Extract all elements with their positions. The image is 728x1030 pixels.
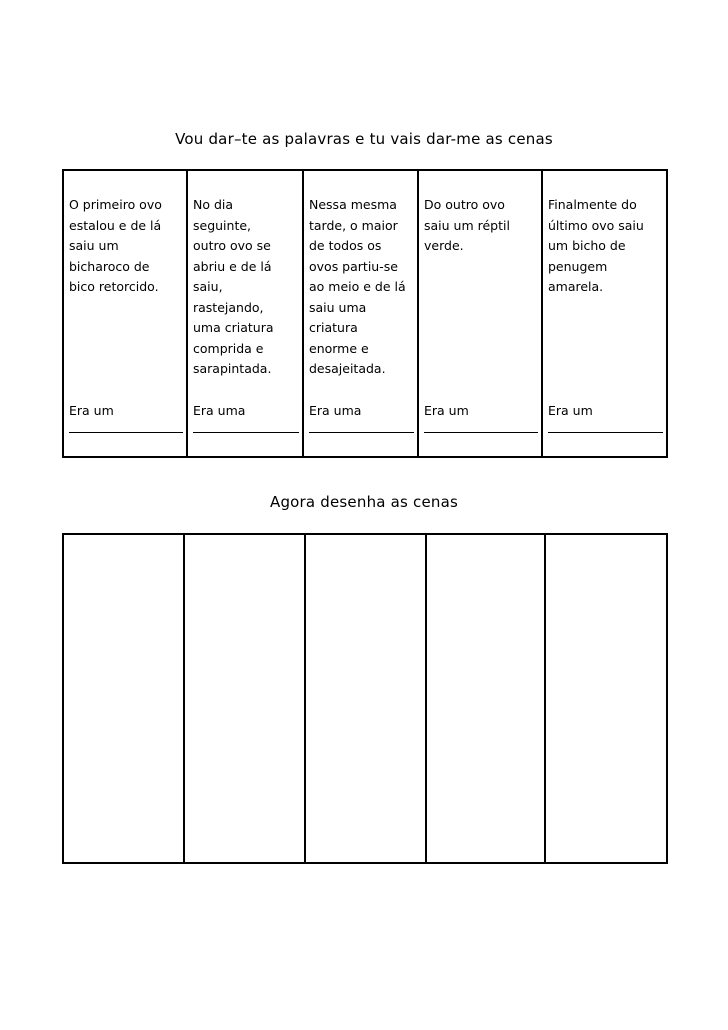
story-cell-1 xyxy=(63,170,187,457)
story-text-2: No dia seguinte, outro ovo se abriu e de lá saiu, rastejando, uma criatura comprida e sarapintada. xyxy=(193,197,274,376)
era-label-1: Era um xyxy=(69,403,114,418)
drawing-table xyxy=(62,533,668,864)
answer-line-2[interactable] xyxy=(193,432,299,433)
story-cell-3 xyxy=(303,170,418,457)
era-label-2: Era uma xyxy=(193,403,246,418)
era-label-5: Era um xyxy=(548,403,593,418)
story-text-4: Do outro ovo saiu um réptil verde. xyxy=(424,197,510,253)
story-text-1: O primeiro ovo estalou e de lá saiu um bicharoco de bico retorcido. xyxy=(69,197,162,294)
drawing-box-3[interactable] xyxy=(305,534,426,863)
story-text-3: Nessa mesma tarde, o maior de todos os ovos partiu-se ao meio e de lá saiu uma criatura enorme e desajeitada. xyxy=(309,197,406,376)
answer-line-3[interactable] xyxy=(309,432,414,433)
drawing-box-2[interactable] xyxy=(184,534,305,863)
drawing-box-1[interactable] xyxy=(63,534,184,863)
era-label-3: Era uma xyxy=(309,403,362,418)
answer-line-4[interactable] xyxy=(424,432,538,433)
drawing-box-4[interactable] xyxy=(426,534,545,863)
answer-line-5[interactable] xyxy=(548,432,663,433)
page-title: Vou dar–te as palavras e tu vais dar-me as cenas xyxy=(175,130,553,148)
story-text-5: Finalmente do último ovo saiu um bicho de penugem amarela. xyxy=(548,197,644,294)
story-cell-2 xyxy=(187,170,303,457)
story-table xyxy=(62,169,668,458)
story-cell-5 xyxy=(542,170,667,457)
draw-title: Agora desenha as cenas xyxy=(269,493,459,511)
era-label-4: Era um xyxy=(424,403,469,418)
story-cell-4 xyxy=(418,170,542,457)
drawing-box-5[interactable] xyxy=(545,534,667,863)
answer-line-1[interactable] xyxy=(69,432,183,433)
